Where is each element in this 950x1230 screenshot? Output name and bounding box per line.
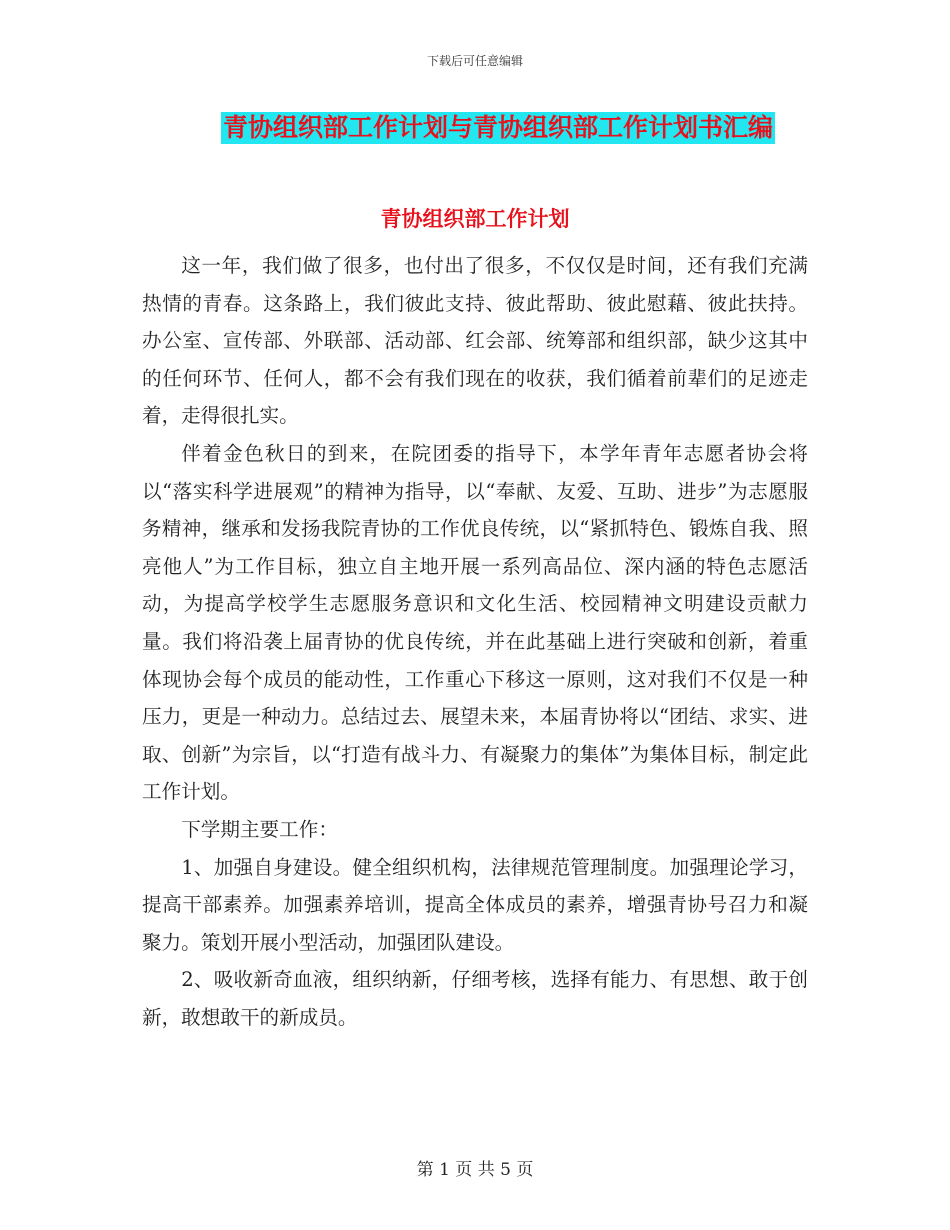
page-number-footer: 第 1 页 共 5 页	[416, 1160, 534, 1180]
document-title: 青协组织部工作计划与青协组织部工作计划书汇编	[222, 113, 773, 142]
paragraph: 1、加强自身建设。健全组织机构，法律规范管理制度。加强理论学习，提高干部素养。加强素养培训，提高全体成员的素养，增强青协号召力和凝聚力。策划开展小型活动，加强团队建设。	[142, 855, 808, 954]
section-title: 青协组织部工作计划	[380, 207, 570, 231]
paragraph: 这一年，我们做了很多，也付出了很多，不仅仅是时间，还有我们充满热情的青春。这条路上，我们彼此支持、彼此帮助、彼此慰藉、彼此扶持。办公室、宣传部、外联部、活动部、红会部、统筹部和组织部，缺少这其中的任何环节、任何人，都不会有我们现在的收获，我们循着前辈们的足迹走着，走得很扎实。	[142, 254, 808, 428]
document-title-container	[0, 112, 950, 144]
paragraph: 2、吸收新奇血液，组织纳新，仔细考核，选择有能力、有思想、敢于创新，敢想敢干的新成员。	[142, 968, 808, 1029]
paragraph: 下学期主要工作：	[181, 817, 338, 841]
document-body	[142, 247, 808, 1036]
paragraph: 伴着金色秋日的到来，在院团委的指导下，本学年青年志愿者协会将以“落实科学进展观”的精神为指导，以“奉献、友爱、互助、进步”为志愿服务精神，继承和发扬我院青协的工作优良传统，以“紧抓特色、锻炼自我、照亮他人”为工作目标，独立自主地开展一系列高品位、深内涵的特色志愿活动，为提高学校学生志愿服务意识和文化生活、校园精神文明建设贡献力量。我们将沿袭上届青协的优良传统，并在此基础上进行突破和创新，着重体现协会每个成员的能动性，工作重心下移这一原则，这对我们不仅是一种压力，更是一种动力。总结过去、展望未来，本届青协将以“团结、求实、进取、创新”为宗旨，以“打造有战斗力、有凝聚力的集体”为集体目标，制定此工作计划。	[142, 441, 808, 804]
header-note: 下载后可任意编辑	[426, 54, 523, 68]
